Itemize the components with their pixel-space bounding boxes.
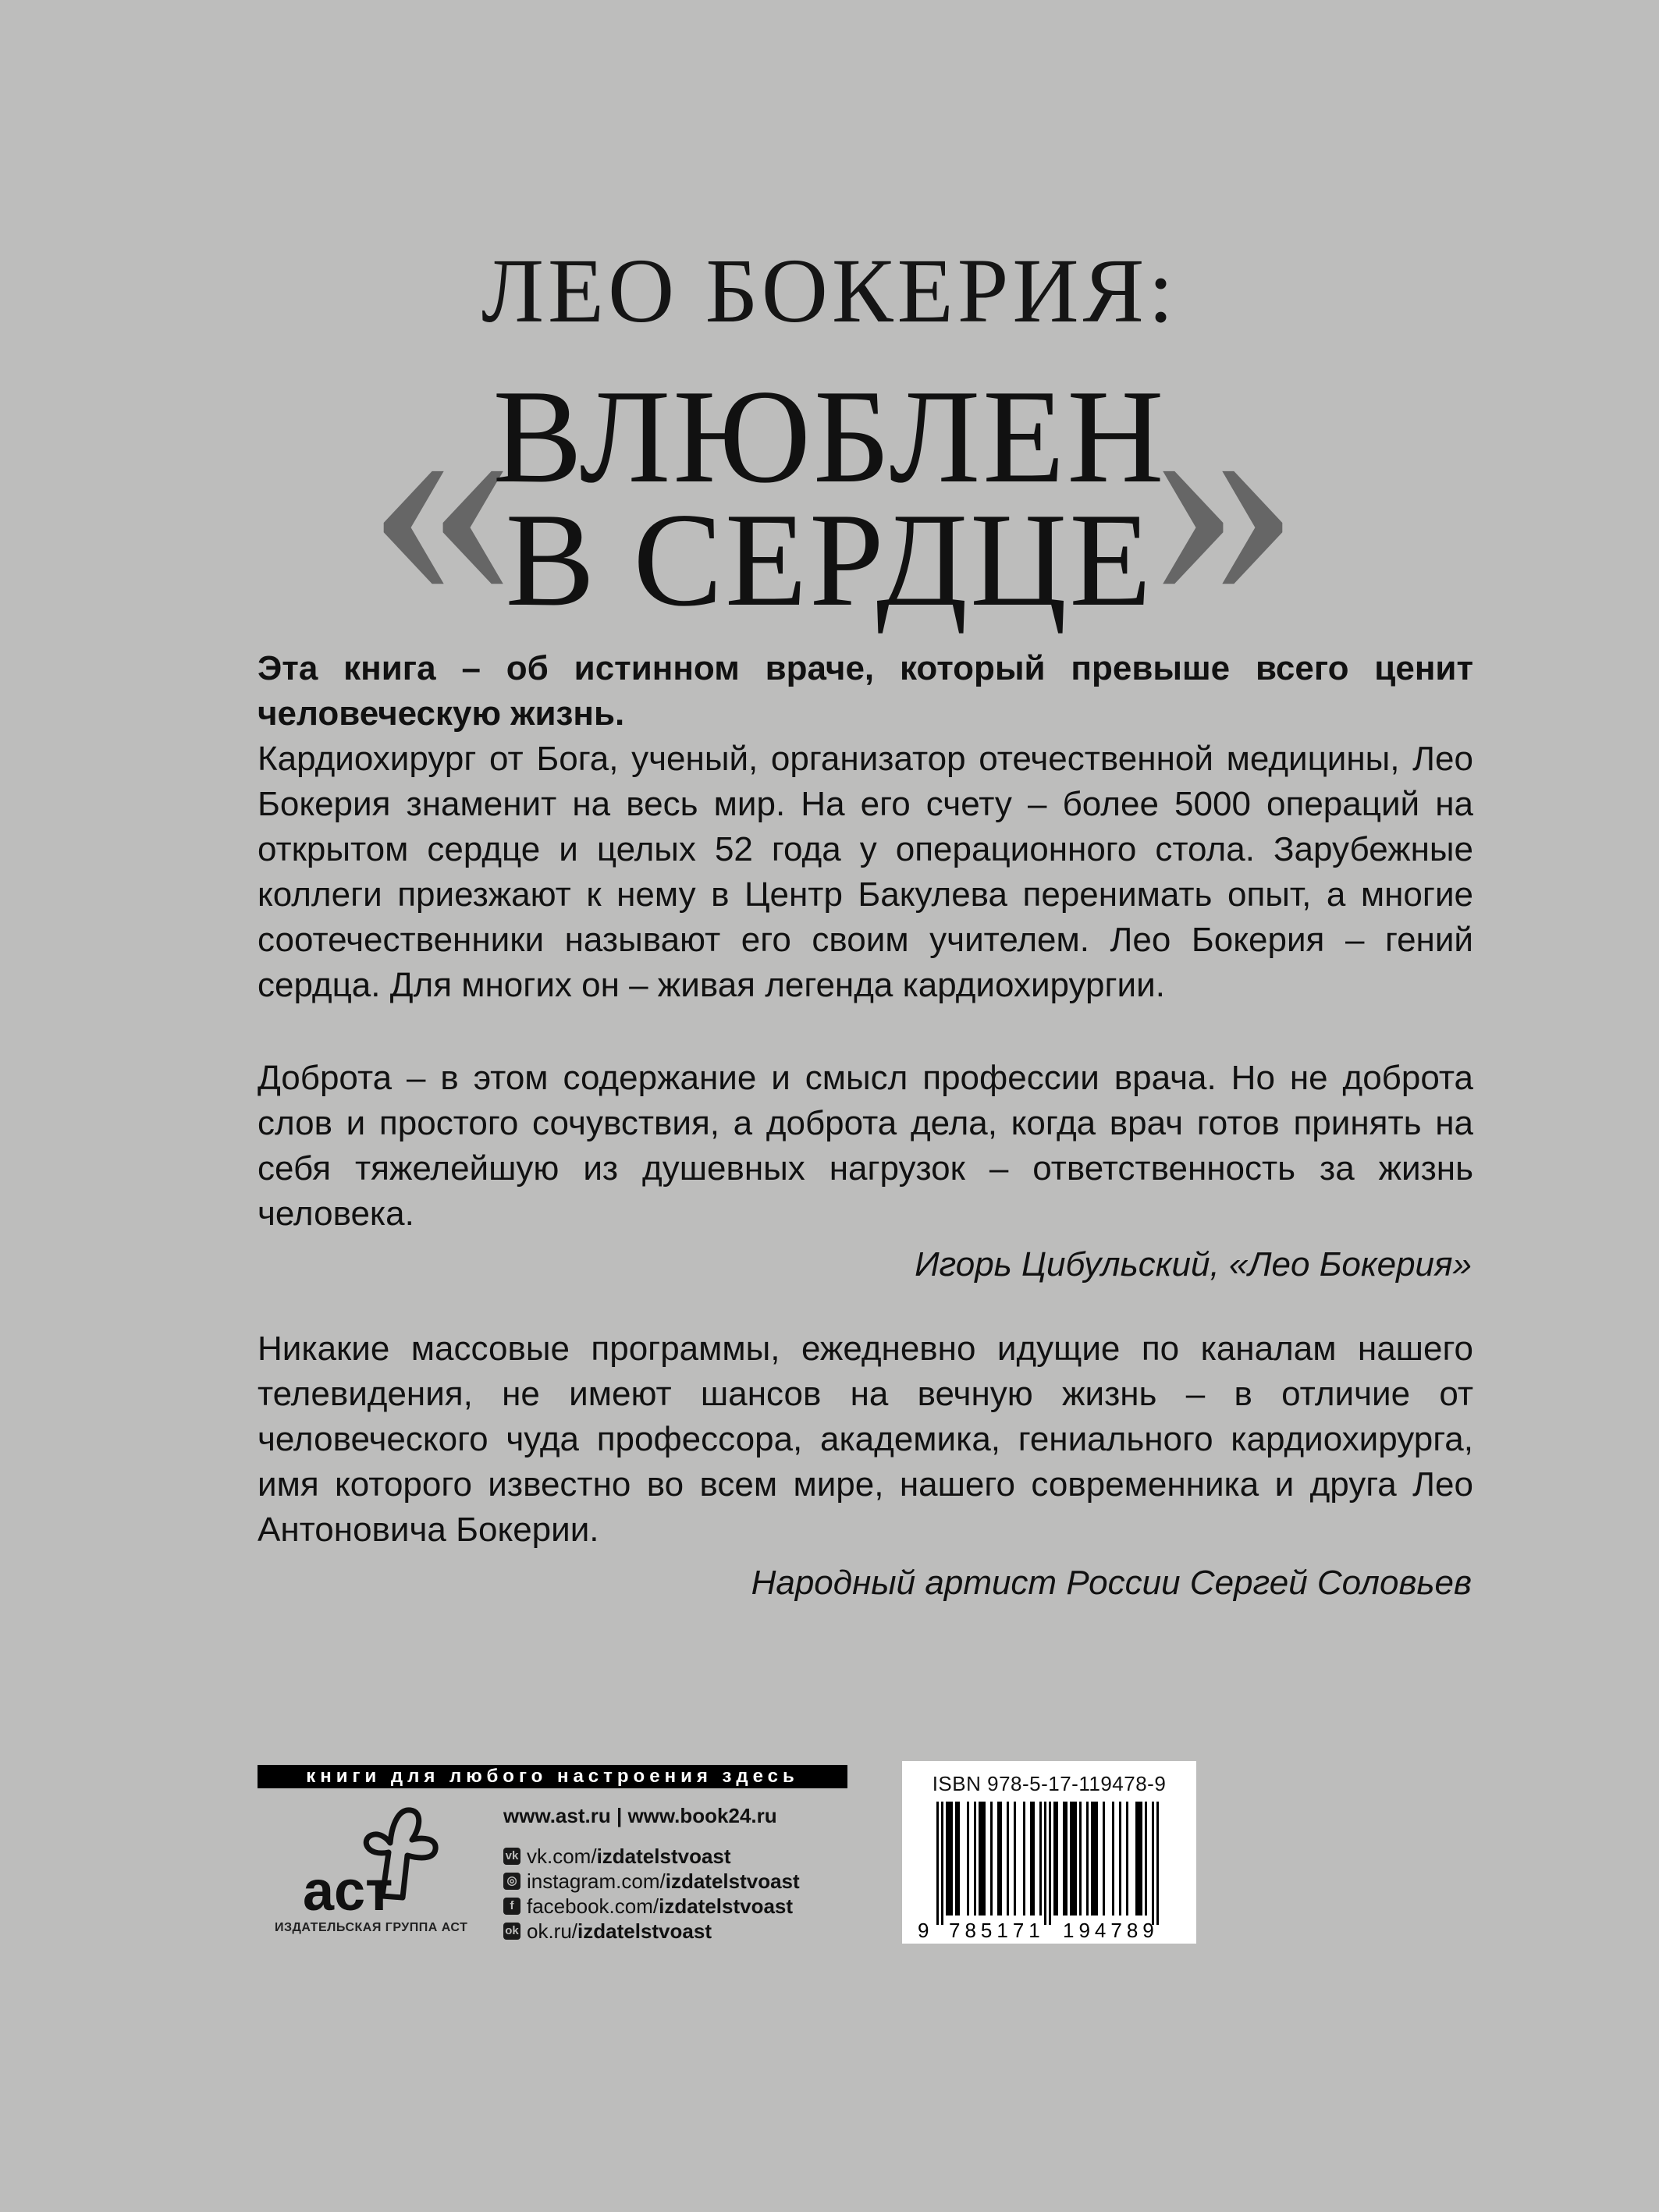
barcode-bar xyxy=(1152,1802,1154,1925)
barcode-bar xyxy=(957,1802,960,1916)
book-title-line-1: ВЛЮБЛЕН xyxy=(492,363,1167,511)
barcode-first-digit: 9 xyxy=(918,1919,929,1942)
barcode-bar xyxy=(1103,1802,1105,1916)
barcode-bar xyxy=(1023,1802,1025,1916)
barcode-bar xyxy=(1096,1802,1098,1916)
instagram-icon: ◎ xyxy=(503,1873,520,1890)
quote-signature-1: Игорь Цибульский, «Лео Бокерия» xyxy=(915,1245,1472,1284)
publisher-sites[interactable]: www.ast.ru | www.book24.ru xyxy=(503,1804,777,1827)
barcode-bar xyxy=(1156,1802,1159,1925)
barcode-bar xyxy=(1140,1802,1142,1916)
barcode-bar xyxy=(974,1802,976,1916)
ast-logo xyxy=(273,1802,460,1919)
quote-paragraph-1: Доброта – в этом содержание и смысл профессии врача. Но не доброта слов и простого сочувствия, а доброта дела, когда врач готов принять на себя тяжелейшую из душевных нагрузок – ответственность за жизнь человека. xyxy=(258,1059,1473,1233)
barcode-bar xyxy=(1145,1802,1147,1916)
barcode-bar xyxy=(1072,1802,1075,1916)
barcode-bar xyxy=(1056,1802,1058,1916)
ast-logo-text: аст xyxy=(303,1860,393,1919)
barcode-bar xyxy=(1065,1802,1068,1916)
facebook-icon: f xyxy=(503,1898,520,1915)
lead-paragraph: Эта книга – об истинном враче, который превыше всего ценит человеческую жизнь. xyxy=(258,649,1473,733)
barcode-bar xyxy=(997,1802,1000,1916)
barcode-bar xyxy=(983,1802,986,1916)
barcode-bar xyxy=(1135,1802,1138,1916)
publisher-caption: ИЗДАТЕЛЬСКАЯ ГРУППА АСТ xyxy=(275,1921,468,1934)
barcode-bar xyxy=(950,1802,953,1916)
social-link-vk[interactable]: vk vk.com/izdatelstvoast xyxy=(503,1844,800,1869)
barcode-bar xyxy=(1063,1802,1065,1916)
barcode-bar xyxy=(1091,1802,1093,1916)
barcode-bar xyxy=(948,1802,950,1916)
opening-quote-mark: « xyxy=(367,331,515,659)
author-heading: ЛЕО БОКЕРИЯ: xyxy=(481,240,1178,342)
barcode-bar xyxy=(941,1802,943,1925)
barcode-bar xyxy=(979,1802,981,1916)
isbn-label: ISBN 978-5-17-119478-9 xyxy=(932,1772,1167,1795)
social-link-odnoklassniki[interactable]: ok ok.ru/izdatelstvoast xyxy=(503,1919,800,1944)
vk-icon: vk xyxy=(503,1848,520,1865)
barcode-bar xyxy=(1049,1802,1051,1925)
barcode-bar xyxy=(1014,1802,1016,1916)
publisher-links xyxy=(503,1803,800,1944)
barcode-bar xyxy=(1086,1802,1089,1916)
book-title-line-2: В СЕРДЦЕ xyxy=(505,486,1154,634)
barcode-bar xyxy=(1126,1802,1128,1916)
barcode-bar xyxy=(936,1802,939,1925)
barcode-bar xyxy=(967,1802,969,1916)
isbn-barcode-box xyxy=(902,1761,1196,1944)
barcode-bar xyxy=(955,1802,957,1916)
barcode-bar xyxy=(1112,1802,1114,1916)
barcode-bar xyxy=(946,1802,948,1916)
quote-signature-2: Народный артист России Сергей Соловьев xyxy=(751,1564,1472,1602)
barcode-bar xyxy=(1138,1802,1140,1916)
barcode-graphic xyxy=(902,1761,1196,1944)
quote-paragraph-2: Никакие массовые программы, ежедневно идущие по каналам нашего телевидения, не имеют шансов на вечную жизнь – в отличие от человеческого чуда профессора, академика, гениального кардиохирурга, имя которого известно во всем мире, нашего современника и друга Лео Антоновича Бокерии. xyxy=(258,1330,1473,1549)
barcode-bar xyxy=(1075,1802,1077,1916)
barcode-bar xyxy=(1070,1802,1072,1916)
barcode-bar xyxy=(1053,1802,1056,1916)
barcode-bar xyxy=(1007,1802,1009,1916)
description-paragraph: Кардиохирург от Бога, ученый, организатор отечественной медицины, Лео Бокерия знаменит на весь мир. На его счету – более 5000 операций на открытом сердце и целых 52 года у операционного стола. Зарубежные коллеги приезжают к нему в Центр Бакулева перенимать опыт, а многие соотечественники называют его своим учителем. Лео Бокерия – гений сердца. Для многих он – живая легенда кардиохирургии. xyxy=(258,740,1473,1004)
barcode-bar xyxy=(1093,1802,1096,1916)
closing-quote-mark: » xyxy=(1151,331,1299,659)
barcode-left-digits: 785171 xyxy=(949,1919,1045,1942)
barcode-bar xyxy=(990,1802,993,1916)
barcode-right-digits: 194789 xyxy=(1063,1919,1159,1942)
publisher-slogan-bar: книги для любого настроения здесь xyxy=(258,1765,847,1788)
social-link-instagram[interactable]: ◎ instagram.com/izdatelstvoast xyxy=(503,1869,800,1894)
odnoklassniki-icon: ok xyxy=(503,1923,520,1940)
barcode-bar xyxy=(1000,1802,1002,1916)
barcode-bar xyxy=(981,1802,983,1916)
barcode-bar xyxy=(1032,1802,1035,1916)
barcode-bar xyxy=(1119,1802,1121,1916)
barcode-bar xyxy=(1044,1802,1046,1925)
barcode-bar xyxy=(1079,1802,1082,1916)
barcode-bar xyxy=(1030,1802,1032,1916)
barcode-bar xyxy=(1039,1802,1042,1916)
social-link-facebook[interactable]: f facebook.com/izdatelstvoast xyxy=(503,1894,800,1919)
